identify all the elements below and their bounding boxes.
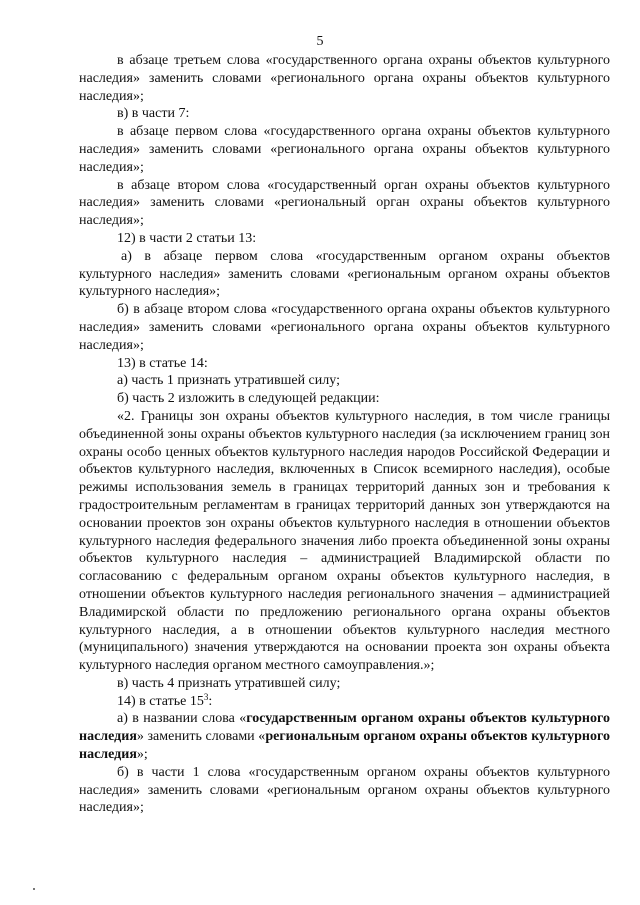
paragraph: в) в части 7: [117,106,190,122]
paragraph: б) в части 1 слова «государственным органом охраны объектов культурного наследия» заменить словами «региональным органом охраны объектов культурного наследия»; [79,764,610,816]
page-number: 5 [316,34,324,49]
paragraph-text: : [208,693,213,709]
text-run: а) в названии слова « [117,711,247,727]
document-body [79,52,610,817]
bold-text: региональным органом охраны объектов культурного наследия [79,729,610,763]
paragraph: б) часть 2 изложить в следующей редакции: [117,391,380,407]
paragraph: в) часть 4 признать утратившей силу; [117,675,341,691]
scan-mark [33,888,35,890]
bold-text: государственным органом охраны объектов культурного наследия [79,711,610,745]
paragraph: в абзаце втором слова «государственный орган охраны объектов культурного наследия» заменить словами «региональный орган охраны объектов культурного наследия»; [79,177,610,229]
paragraph: в абзаце первом слова «государственного органа охраны объектов культурного наследия» заменить словами «регионального органа охраны объектов культурного наследия»; [79,124,610,175]
paragraph-text: 14) в статье 15 [117,693,204,709]
paragraph: в абзаце третьем слова «государственного органа охраны объектов культурного наследия» заменить словами «регионального органа охраны объектов культурного наследия»; [79,53,610,104]
paragraph: б) в абзаце втором слова «государственного органа охраны объектов культурного наследия» заменить словами «регионального органа охраны объектов культурного наследия»; [79,302,610,353]
paragraph-bold-terms [79,710,610,763]
paragraph: 13) в статье 14: [117,355,208,371]
text-run: » заменить словами « [136,729,266,745]
paragraph: 12) в части 2 статьи 13: [117,230,257,246]
paragraph: «2. Границы зон охраны объектов культурного наследия, в том числе границы объединенной зоны охраны объектов культурного наследия (за исключением границ зон охраны особо ценных объектов культурного наследия народов Российской Федерации и объектов культурного наследия, включенных в Список всемирного наследия), особые режимы использования земель в границах территорий данных зон и требования к градостроительным регламентам в границах территорий данных зон утверждаются на основании проектов зон охраны объектов культурного наследия в отношении объектов культурного наследия федерального значения либо проекта объединенной зоны охраны объектов культурного наследия – администрацией Владимирской области по согласованию с федеральным органом охраны объектов культурного наследия, в отношении объектов культурного наследия регионального значения – администрацией Владимирской области по предложению регионального органа охраны объектов культурного наследия, а в отношении объектов культурного наследия местного (муниципального) значения утверждаются на основании проекта зон охраны объекта культурного наследия органом местного самоуправления.»; [79,408,610,674]
text-run: »; [136,747,148,763]
paragraph: а) часть 1 признать утратившей силу; [117,373,340,389]
paragraph [79,693,610,711]
superscript: 3 [203,691,209,702]
paragraph: а) в абзаце первом слова «государственным органом охраны объектов культурного наследия» заменить словами «региональным органом охраны объектов культурного наследия»; [79,248,610,300]
